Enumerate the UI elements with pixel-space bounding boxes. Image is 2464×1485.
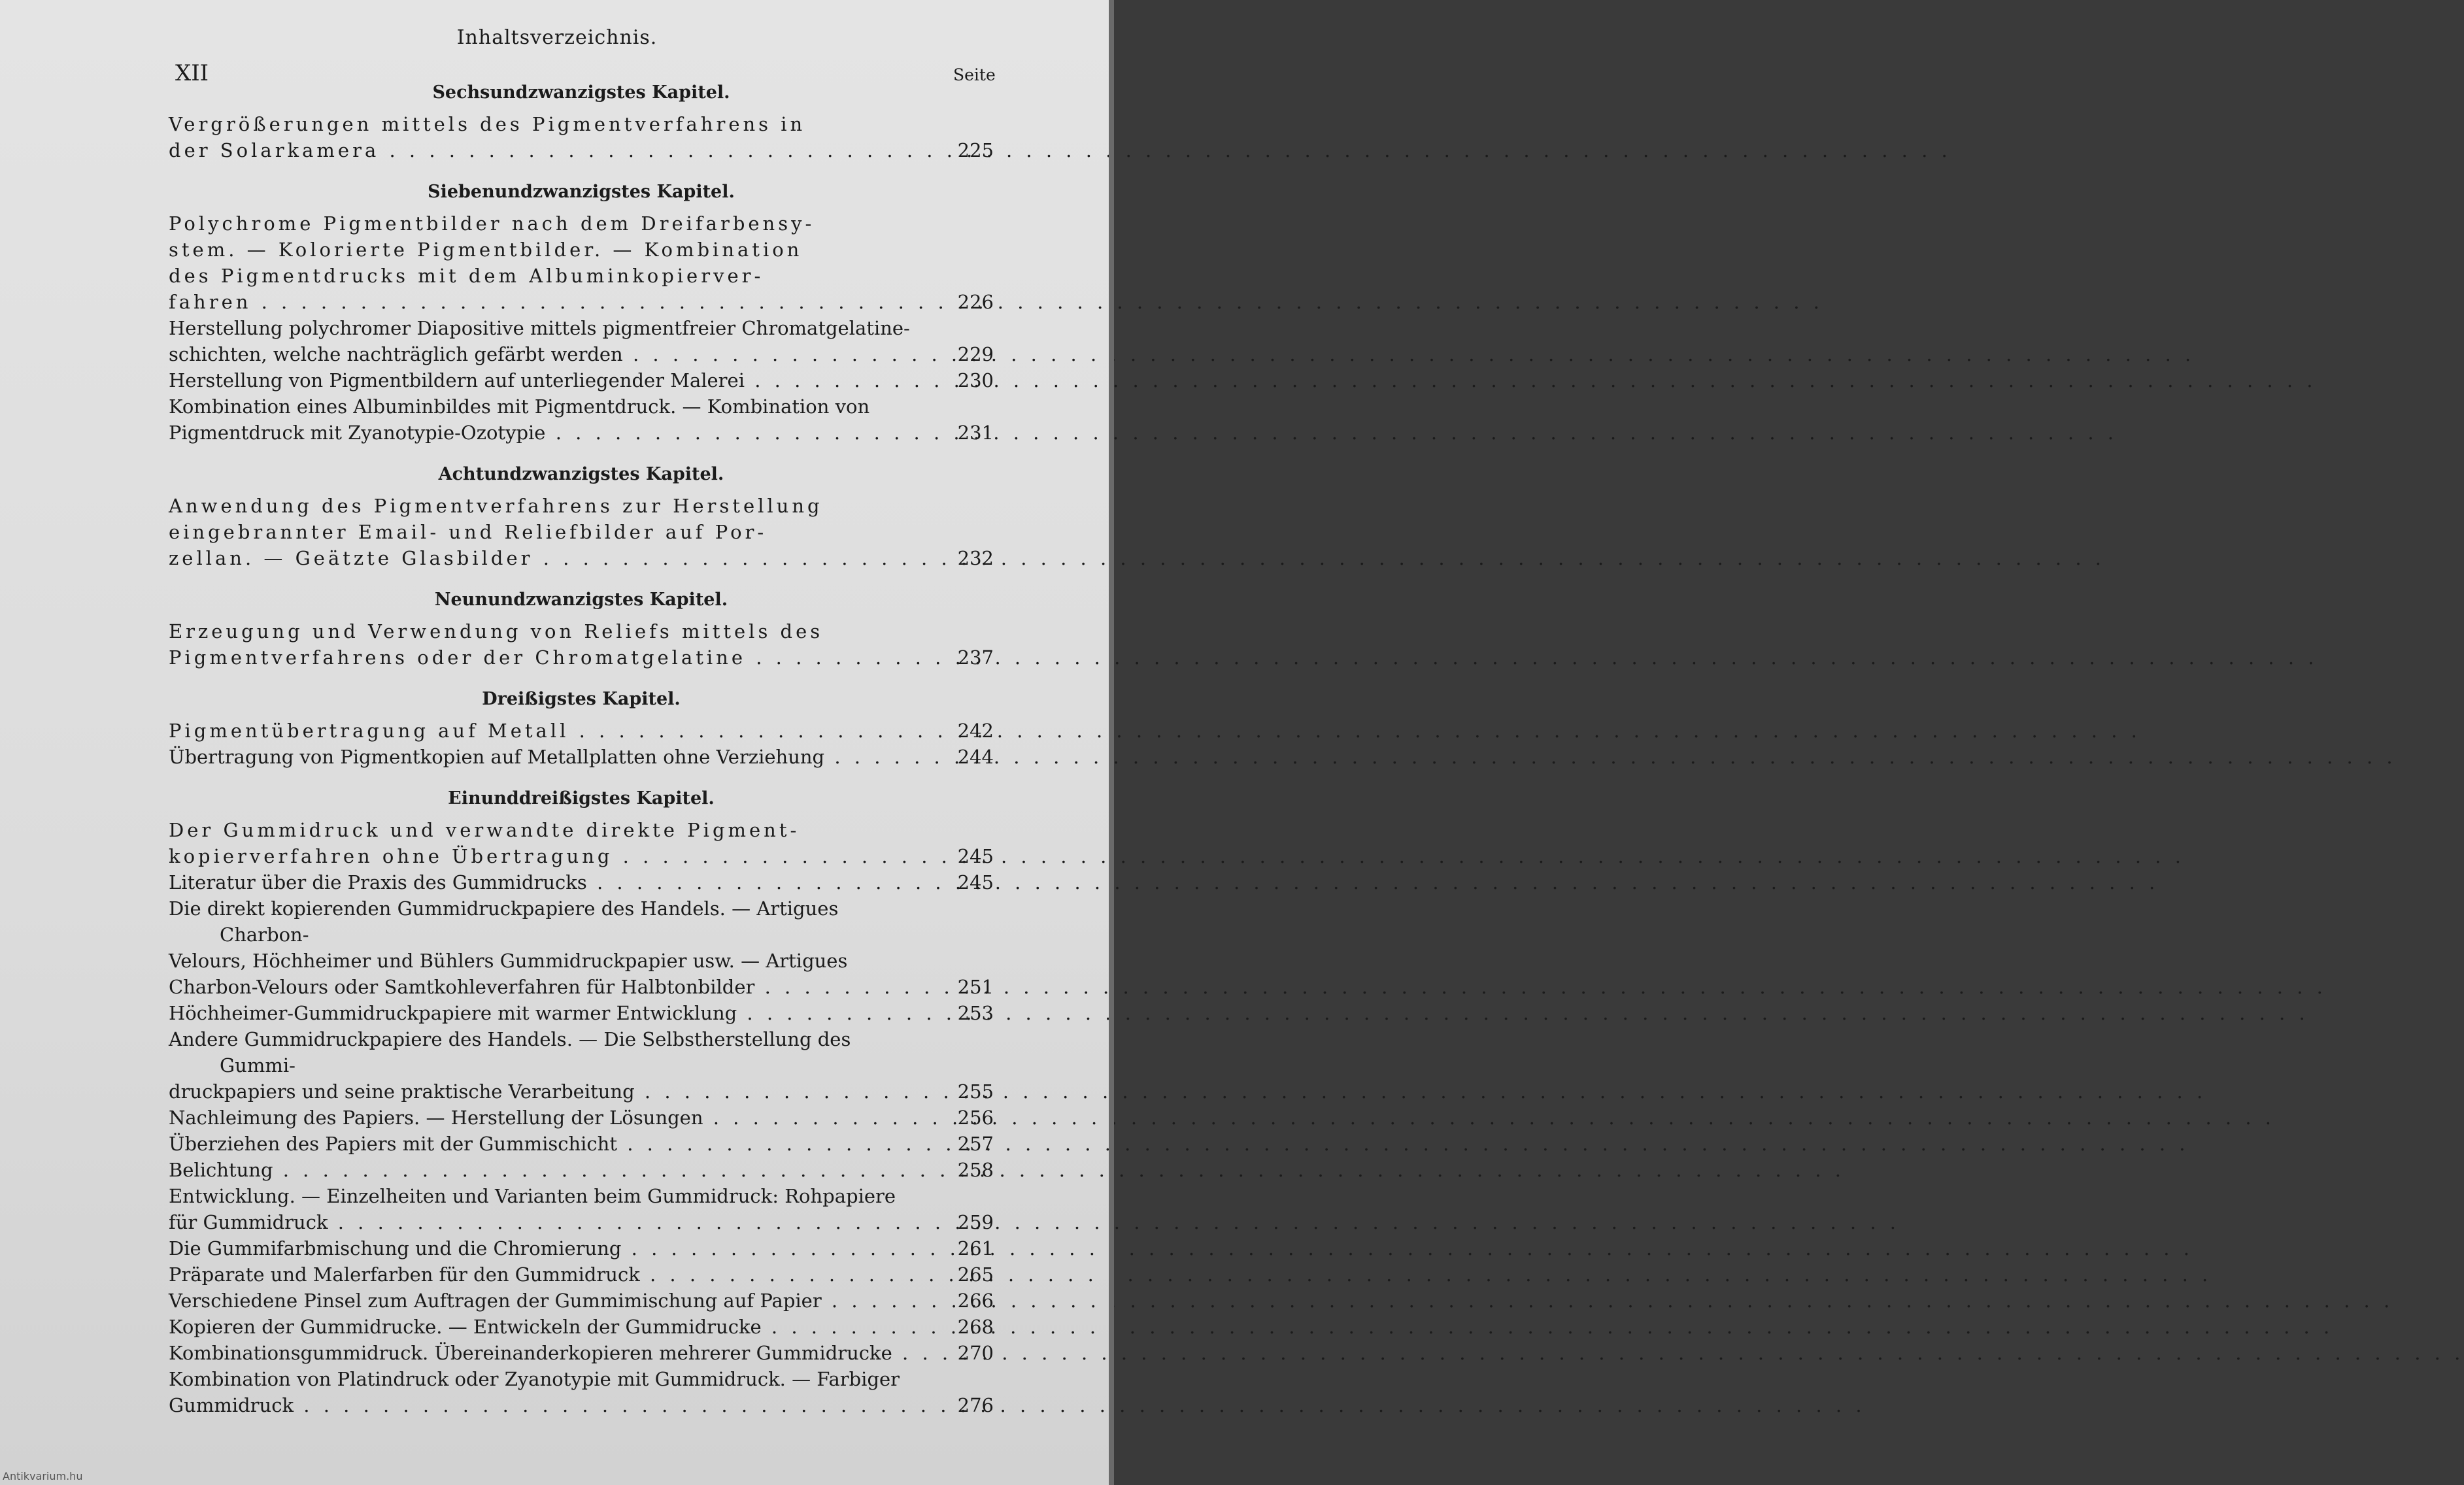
toc-entry-line: Die direkt kopierenden Gummidruckpapiere des Handels. — Artigues Charbon- [169,897,839,946]
toc-entry-line: Andere Gummidruckpapiere des Handels. — Die Selbstherstellung des Gummi- [169,1028,851,1076]
toc-page-number: 251 [957,976,994,998]
toc-page-number: 232 [957,547,994,569]
toc-page-number: 231 [957,422,994,444]
toc-page-number: 226 [957,291,994,313]
toc-entry[interactable] [169,393,994,446]
toc-entry-line: fahren . . . [220,289,915,315]
toc-entry-line: Gummidruck . . . [220,1392,915,1418]
toc-entry-line: Pigmentverfahrens oder der Chromatgelatine . . . [220,644,915,671]
toc-entry-line: Literatur über die Praxis des Gummidrucks . . . [220,869,915,895]
toc-page-number: 276 [957,1394,994,1416]
toc-page-number: 268 [957,1316,994,1338]
toc-page-number: 261 [957,1237,994,1260]
toc-entry-line: des Pigmentdrucks mit dem Albuminkopierver- [169,265,764,287]
toc-entry[interactable] [169,1105,994,1131]
chapter-heading: Neunundzwanzigstes Kapitel. [434,590,728,610]
toc-entry[interactable] [169,367,994,393]
toc-entry-line: Velours, Höchheimer und Bühlers Gummidruckpapier usw. — Artigues [169,950,848,972]
toc-entry-line: Präparate und Malerfarben für den Gummidruck . . . [220,1261,915,1288]
toc-entry[interactable] [169,1000,994,1026]
toc-entry-line: Kombination von Platindruck oder Zyanotypie mit Gummidruck. — Farbiger [169,1368,900,1390]
toc-entry-line: Nachleimung des Papiers. — Herstellung der Lösungen . . . [220,1105,915,1131]
chapter-heading: Sechsundzwanzigstes Kapitel. [432,82,730,103]
chapter-heading: Einunddreißigstes Kapitel. [448,788,715,809]
chapter-heading: Siebenundzwanzigstes Kapitel. [428,182,735,202]
toc-entry-line: Entwicklung. — Einzelheiten und Varianten beim Gummidruck: Rohpapiere [169,1185,896,1207]
toc-entry[interactable] [169,1314,994,1340]
running-header-title: Inhaltsverzeichnis. [456,26,658,49]
toc-entry[interactable] [169,1026,994,1105]
toc-entry-line: Herstellung von Pigmentbildern auf unterliegender Malerei . . . [220,367,915,393]
toc-entry-line: Belichtung . . . [220,1157,915,1183]
toc-entry[interactable] [169,315,994,367]
toc-entry[interactable] [169,1131,994,1157]
toc-entry-line: Pigmentdruck mit Zyanotypie-Ozotypie . . . [220,420,915,446]
toc-entry[interactable] [169,111,994,163]
toc-entry[interactable] [169,618,994,671]
toc-page-number: 229 [957,343,994,365]
toc-entry-line: Überziehen des Papiers mit der Gummischicht . . . [220,1131,915,1157]
seite-column-label: Seite [953,65,996,84]
toc-page-number: 270 [957,1342,994,1364]
toc-page-number: 245 [957,845,994,867]
toc-entry-line: zellan. — Geätzte Glasbilder . . . [220,545,915,571]
toc-entry-line: für Gummidruck . . . [220,1209,915,1235]
toc-entry-line: Kombination eines Albuminbildes mit Pigmentdruck. — Kombination von [169,395,870,418]
toc-page-number: 258 [957,1159,994,1181]
toc-entry[interactable] [169,744,994,770]
toc-page-number: 230 [957,369,994,392]
toc-entry[interactable] [169,1340,994,1366]
toc-entry-line: schichten, welche nachträglich gefärbt werden . . . [220,341,915,367]
page-number: XII [175,60,209,86]
toc-entry[interactable] [169,895,994,1000]
toc-entry[interactable] [169,1288,994,1314]
book-page [0,0,1114,1485]
toc-page-number: 242 [957,720,994,742]
toc-entry-line: Charbon-Velours oder Samtkohleverfahren für Halbtonbilder . . . [220,974,915,1000]
toc-entry-line: Die Gummifarbmischung und die Chromierung . . . [220,1235,915,1261]
toc-page-number: 265 [957,1263,994,1286]
toc-entry[interactable] [169,1157,994,1183]
toc-entry[interactable] [169,1261,994,1288]
toc-entry-line: Kopieren der Gummidrucke. — Entwickeln der Gummidrucke . . . [220,1314,915,1340]
toc-entry-line: der Solarkamera . . . [220,137,915,163]
toc-page-number: 255 [957,1080,994,1103]
toc-entry[interactable] [169,210,994,315]
toc-entry-line: Übertragung von Pigmentkopien auf Metallplatten ohne Verziehung . . . [220,744,915,770]
toc-page-number: 257 [957,1133,994,1155]
toc-page-number: 245 [957,871,994,893]
toc-entry-line: stem. — Kolorierte Pigmentbilder. — Kombination [169,239,803,261]
watermark: Antikvarium.hu [3,1470,83,1482]
toc-page-number: 266 [957,1290,994,1312]
toc-page-number: 244 [957,746,994,768]
toc-entry-line: Höchheimer-Gummidruckpapiere mit warmer Entwicklung . . . [220,1000,915,1026]
toc-page-number: 237 [957,646,994,669]
toc-entry-line: Anwendung des Pigmentverfahrens zur Herstellung [169,495,823,517]
toc-entry-line: Vergrößerungen mittels des Pigmentverfahrens in [169,113,806,135]
toc-entry[interactable] [169,1235,994,1261]
toc-entry-line: Polychrome Pigmentbilder nach dem Dreifarbensy- [169,212,815,235]
toc-entry[interactable] [169,1366,994,1418]
toc-entry-line: Erzeugung und Verwendung von Reliefs mittels des [169,620,824,642]
toc-entry-line: eingebrannter Email- und Reliefbilder auf Por- [169,521,768,543]
toc-entry[interactable] [169,493,994,571]
toc-page-number: 253 [957,1002,994,1024]
toc-entry-line: druckpapiers und seine praktische Verarbeitung . . . [220,1078,915,1105]
toc-page-number: 225 [957,139,994,161]
toc-entry-line: Pigmentübertragung auf Metall . . . [220,718,915,744]
toc-entry-line: kopierverfahren ohne Übertragung . . . [220,843,915,869]
toc-entry[interactable] [169,817,994,869]
toc-entry[interactable] [169,1183,994,1235]
toc-entry[interactable] [169,869,994,895]
toc-entry-line: Verschiedene Pinsel zum Auftragen der Gummimischung auf Papier . . . [220,1288,915,1314]
toc-entry-line: Kombinationsgummidruck. Übereinanderkopieren mehrerer Gummidrucke . . . [220,1340,915,1366]
toc-entry-line: Der Gummidruck und verwandte direkte Pigment- [169,819,800,841]
chapter-heading: Dreißigstes Kapitel. [482,689,681,709]
toc-page-number: 256 [957,1107,994,1129]
toc-page-number: 259 [957,1211,994,1233]
toc-entry-line: Herstellung polychromer Diapositive mittels pigmentfreier Chromatgelatine- [169,317,910,339]
toc-entry[interactable] [169,718,994,744]
table-of-contents [169,80,994,1418]
chapter-heading: Achtundzwanzigstes Kapitel. [438,464,724,484]
